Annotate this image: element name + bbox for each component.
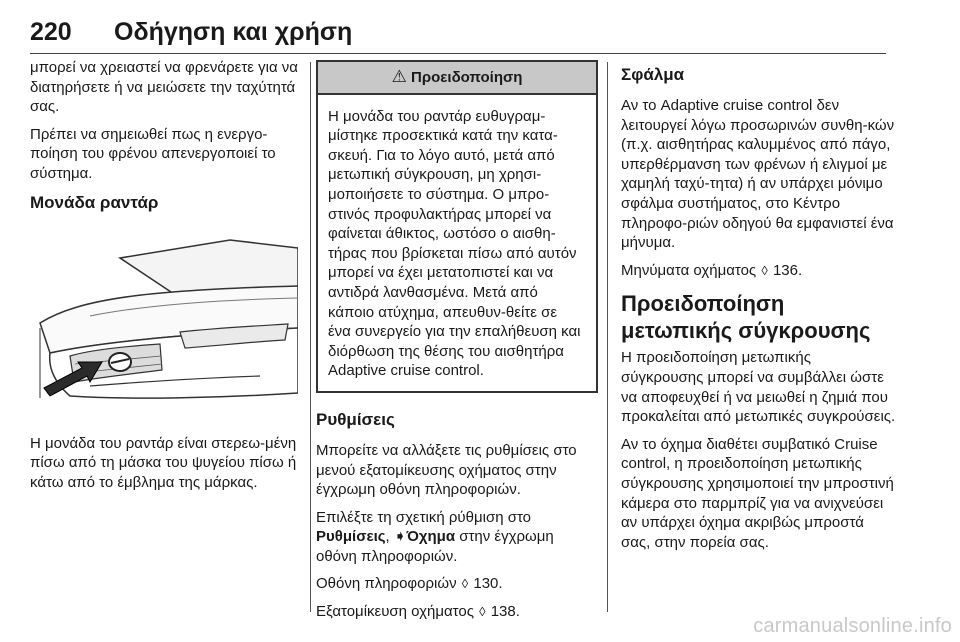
settings-menu-label: Ρυθμίσεις bbox=[316, 528, 386, 546]
reference-text: Μηνύματα οχήματος bbox=[621, 261, 757, 279]
paragraph-brake-deactivate: Πρέπει να σημειωθεί πως η ενεργο-ποίηση του φρένου απενεργοποιεί το σύστημα. bbox=[30, 125, 276, 182]
column-right bbox=[621, 58, 896, 560]
warning-title: Προειδοποίηση bbox=[411, 69, 523, 86]
settings-path-separator: , bbox=[385, 528, 390, 546]
paragraph-settings-menu: Μπορείτε να αλλάξετε τις ρυθμίσεις στο μενού εξατομίκευσης οχήματος στην έγχρωμη οθόνη πληροφοριών. bbox=[316, 441, 577, 499]
paragraph-settings-path bbox=[316, 508, 598, 567]
heading-settings: Ρυθμίσεις bbox=[316, 409, 395, 429]
reference-page: 138. bbox=[490, 603, 520, 621]
reference-text: Οθόνη πληροφοριών bbox=[316, 575, 457, 593]
column-divider-right bbox=[607, 62, 608, 612]
paragraph-collision-alert-intro: Η προειδοποίηση μετωπικής σύγκρουσης μπορεί να συμβάλλει ώστε να αποφευχθεί ή να μειωθεί η ζημιά που προκαλείται από μετωπικές συγκρούσεις. bbox=[621, 349, 896, 426]
warning-box bbox=[316, 60, 598, 393]
column-middle bbox=[316, 58, 598, 630]
reference-vehicle-personalisation[interactable] bbox=[316, 602, 598, 622]
reference-text: Εξατομίκευση οχήματος bbox=[316, 603, 474, 621]
header-divider bbox=[30, 53, 886, 54]
paragraph-fault: Αν το Adaptive cruise control δεν λειτουργεί λόγω προσωρινών συνθη-κών (π.χ. αισθητήρας καλυμμένος από πάγο, υπερθέρμανση των φρένων ή ελιγμοί με χαμηλή ταχύ-τητα) ή αν υπάρχει μόνιμο σφάλμα συστήματος, στο Κέντρο πληροφο-ριών οδηγού θα εμφανιστεί ένα μήνυμα. bbox=[621, 97, 895, 252]
paragraph-brake-speed: μπορεί να χρειαστεί να φρενάρετε για να διατηρήσετε ή να μειώσετε την ταχύτητά σας. bbox=[30, 59, 298, 116]
column-left bbox=[30, 58, 300, 500]
column-divider-left bbox=[310, 62, 311, 612]
reference-page: 136. bbox=[772, 261, 803, 279]
page-reference-icon: ◊ bbox=[461, 576, 469, 592]
page-number: 220 bbox=[30, 18, 72, 46]
page-reference-icon: ◊ bbox=[761, 262, 768, 278]
page-title: Οδήγηση και χρήση bbox=[114, 18, 353, 46]
page-reference-icon: ◊ bbox=[479, 604, 486, 620]
reference-vehicle-messages[interactable] bbox=[621, 261, 896, 281]
paragraph-collision-alert-camera: Αν το όχημα διαθέτει συμβατικό Cruise control, η προειδοποίηση μετωπικής σύγκρουσης χρησιμοποιεί την μπροστινή κάμερα στο παρμπρίζ για να ανιχνεύσει αν υπάρχει όχημα ακριβώς μπροστά σας, στην πορεία σας. bbox=[621, 435, 894, 551]
warning-body: Η μονάδα του ραντάρ ευθυγραμ-μίστηκε προσεκτικά κατά την κατα-σκευή. Για το λόγο αυτό, μετά από μετωπική σύγκρουση, μη χρησι-μοποιήσετε το σύστημα. Ο μπρο-στινός προφυλακτήρας μπορεί να φαίνεται άθικτος, ωστόσο ο αισθη-τήρας που βρίσκεται πίσω από αυτόν μπορεί να έχει μετατοπιστεί και να αντιδρά λανθασμένα. Μετά από κάποιο ατύχημα, απευθυν-θείτε σε ένα συνεργείο για την επαλήθευση και διόρθωση της θέσης του αισθητήρα Adaptive cruise control. bbox=[328, 107, 581, 380]
menu-arrow-icon: ➧ bbox=[393, 528, 407, 546]
radar-unit-caption: Η μονάδα του ραντάρ είναι στερεω-μένη πίσω από τη μάσκα του ψυγείου πίσω ή κάτω από το έμβλημα της μάρκας. bbox=[30, 434, 297, 491]
warning-header bbox=[318, 62, 596, 95]
page-header bbox=[30, 18, 890, 50]
reference-page: 130. bbox=[473, 575, 503, 593]
radar-unit-illustration bbox=[30, 228, 298, 408]
vehicle-menu-label: Όχημα bbox=[406, 528, 456, 546]
reference-info-display[interactable] bbox=[316, 574, 598, 594]
settings-path-suffix: στην έγχρωμη οθόνη πληροφοριών. bbox=[316, 528, 554, 565]
heading-radar-unit: Μονάδα ραντάρ bbox=[30, 192, 159, 212]
settings-path-prefix: Επιλέξτε τη σχετική ρύθμιση στο bbox=[316, 508, 532, 526]
heading-forward-collision-alert: Προειδοποίηση μετωπικής σύγκρουσης bbox=[621, 291, 871, 344]
watermark: carmanualsonline.info bbox=[753, 615, 952, 637]
warning-icon: ⚠ bbox=[391, 67, 407, 86]
heading-fault: Σφάλμα bbox=[621, 65, 685, 84]
